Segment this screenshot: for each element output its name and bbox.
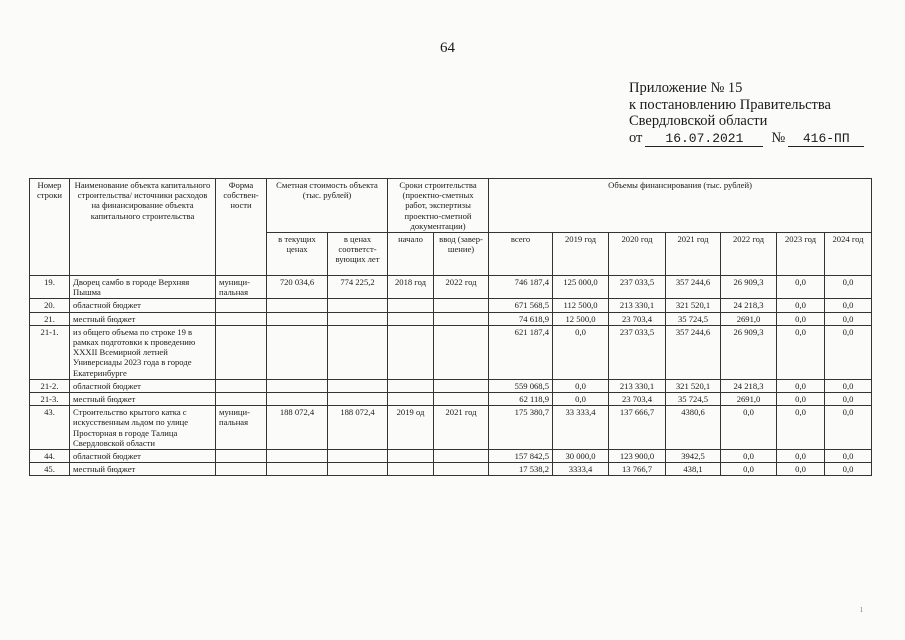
cell-total: 175 380,7: [489, 406, 553, 450]
cell-object-name: из общего объема по строке 19 в рамках подготовки к проведению XXXII Всемирной летней Универсиады 2023 года в городе Екатеринбурге: [70, 325, 216, 379]
cell-2019: 112 500,0: [553, 299, 609, 312]
header-commissioning: ввод (завер-шение): [434, 233, 489, 276]
resolution-date: 16.07.2021: [645, 132, 763, 147]
table-row: [30, 325, 872, 379]
cell-row-number: 21.: [30, 312, 70, 325]
cell-adjusted-prices: 188 072,4: [328, 406, 388, 450]
appendix-title: Приложение № 15: [629, 80, 743, 96]
cell-2023: 0,0: [777, 406, 825, 450]
cell-object-name: местный бюджет: [70, 312, 216, 325]
cell-2021: 3942,5: [666, 450, 721, 463]
cell-2020: 137 666,7: [609, 406, 666, 450]
cell-2023: 0,0: [777, 463, 825, 476]
cell-commissioning: [434, 463, 489, 476]
cell-2023: 0,0: [777, 299, 825, 312]
cell-2022: 2691,0: [721, 312, 777, 325]
header-construction-terms: Сроки строительства (проектно-сметных работ, экспертизы проектно-сметной документации): [388, 179, 489, 233]
table-row: [30, 276, 872, 299]
cell-2019: 30 000,0: [553, 450, 609, 463]
cell-ownership: [216, 299, 267, 312]
table-row: [30, 393, 872, 406]
cell-adjusted-prices: [328, 393, 388, 406]
scan-mark: ı: [860, 604, 863, 615]
cell-total: 671 568,5: [489, 299, 553, 312]
cell-total: 559 068,5: [489, 379, 553, 392]
header-2019: 2019 год: [553, 233, 609, 276]
cell-start: 2018 год: [388, 276, 434, 299]
cell-object-name: местный бюджет: [70, 463, 216, 476]
cell-2021: 321 520,1: [666, 299, 721, 312]
header-start: начало: [388, 233, 434, 276]
cell-current-prices: [267, 325, 328, 379]
cell-2022: 26 909,3: [721, 325, 777, 379]
cell-2019: 0,0: [553, 325, 609, 379]
header-row-number: Номер строки: [30, 179, 70, 276]
header-estimated-cost: Сметная стоимость объекта (тыс. рублей): [267, 179, 388, 233]
table-row: [30, 463, 872, 476]
table-row: [30, 312, 872, 325]
cell-ownership: [216, 325, 267, 379]
cell-2022: 26 909,3: [721, 276, 777, 299]
cell-2023: 0,0: [777, 450, 825, 463]
cell-object-name: Строительство крытого катка с искусственным льдом по улице Просторная в городе Талица Свердловской области: [70, 406, 216, 450]
cell-2020: 237 033,5: [609, 276, 666, 299]
cell-2019: 125 000,0: [553, 276, 609, 299]
cell-start: [388, 393, 434, 406]
header-2022: 2022 год: [721, 233, 777, 276]
cell-start: [388, 325, 434, 379]
cell-2023: 0,0: [777, 325, 825, 379]
cell-row-number: 44.: [30, 450, 70, 463]
cell-start: 2019 од: [388, 406, 434, 450]
cell-start: [388, 299, 434, 312]
cell-2023: 0,0: [777, 379, 825, 392]
cell-current-prices: 188 072,4: [267, 406, 328, 450]
cell-2019: 0,0: [553, 379, 609, 392]
cell-2023: 0,0: [777, 276, 825, 299]
cell-row-number: 21-2.: [30, 379, 70, 392]
cell-2019: 0,0: [553, 393, 609, 406]
appendix-line-region: Свердловской области: [629, 113, 768, 129]
cell-row-number: 21-3.: [30, 393, 70, 406]
cell-ownership: [216, 379, 267, 392]
cell-2024: 0,0: [825, 379, 872, 392]
cell-adjusted-prices: [328, 325, 388, 379]
header-financing: Объемы финансирования (тыс. рублей): [489, 179, 872, 233]
cell-commissioning: [434, 325, 489, 379]
cell-2020: 213 330,1: [609, 379, 666, 392]
cell-2023: 0,0: [777, 312, 825, 325]
cell-row-number: 19.: [30, 276, 70, 299]
cell-2020: 23 703,4: [609, 312, 666, 325]
header-current-prices: в текущих ценах: [267, 233, 328, 276]
page-number: 64: [440, 40, 455, 56]
cell-adjusted-prices: [328, 379, 388, 392]
cell-current-prices: [267, 463, 328, 476]
cell-commissioning: 2021 год: [434, 406, 489, 450]
cell-object-name: местный бюджет: [70, 393, 216, 406]
cell-2021: 357 244,6: [666, 325, 721, 379]
cell-2024: 0,0: [825, 393, 872, 406]
cell-2022: 0,0: [721, 463, 777, 476]
cell-ownership: [216, 463, 267, 476]
cell-total: 746 187,4: [489, 276, 553, 299]
cell-2024: 0,0: [825, 276, 872, 299]
header-total: всего: [489, 233, 553, 276]
cell-ownership: муници-пальная: [216, 406, 267, 450]
cell-2020: 213 330,1: [609, 299, 666, 312]
cell-row-number: 20.: [30, 299, 70, 312]
cell-2022: 24 218,3: [721, 299, 777, 312]
cell-2020: 23 703,4: [609, 393, 666, 406]
cell-ownership: [216, 450, 267, 463]
from-label: от: [629, 129, 643, 146]
cell-start: [388, 312, 434, 325]
cell-ownership: муници-пальная: [216, 276, 267, 299]
cell-start: [388, 450, 434, 463]
cell-2020: 13 766,7: [609, 463, 666, 476]
cell-total: 74 618,9: [489, 312, 553, 325]
financing-table: [29, 178, 872, 476]
cell-commissioning: [434, 379, 489, 392]
cell-2022: 0,0: [721, 450, 777, 463]
cell-adjusted-prices: [328, 312, 388, 325]
cell-start: [388, 463, 434, 476]
cell-total: 157 842,5: [489, 450, 553, 463]
resolution-number: 416-ПП: [788, 132, 864, 147]
table-row: [30, 450, 872, 463]
cell-adjusted-prices: [328, 299, 388, 312]
cell-row-number: 43.: [30, 406, 70, 450]
cell-2024: 0,0: [825, 406, 872, 450]
cell-2021: 357 244,6: [666, 276, 721, 299]
cell-2021: 35 724,5: [666, 312, 721, 325]
cell-object-name: областной бюджет: [70, 450, 216, 463]
cell-adjusted-prices: [328, 463, 388, 476]
cell-2023: 0,0: [777, 393, 825, 406]
cell-row-number: 45.: [30, 463, 70, 476]
appendix-header: [629, 80, 864, 147]
cell-2020: 123 900,0: [609, 450, 666, 463]
header-ownership: Форма собствен-ности: [216, 179, 267, 276]
cell-2020: 237 033,5: [609, 325, 666, 379]
cell-commissioning: [434, 450, 489, 463]
cell-2022: 2691,0: [721, 393, 777, 406]
cell-current-prices: [267, 299, 328, 312]
cell-2019: 12 500,0: [553, 312, 609, 325]
cell-commissioning: 2022 год: [434, 276, 489, 299]
header-row-1: [30, 179, 872, 233]
appendix-date-line: [629, 130, 864, 147]
cell-2019: 3333,4: [553, 463, 609, 476]
cell-2024: 0,0: [825, 325, 872, 379]
cell-2024: 0,0: [825, 312, 872, 325]
table-row: [30, 379, 872, 392]
cell-2022: 0,0: [721, 406, 777, 450]
cell-2024: 0,0: [825, 463, 872, 476]
table-row: [30, 406, 872, 450]
cell-commissioning: [434, 393, 489, 406]
header-2023: 2023 год: [777, 233, 825, 276]
cell-row-number: 21-1.: [30, 325, 70, 379]
appendix-line-resolution: к постановлению Правительства: [629, 96, 831, 113]
cell-total: 62 118,9: [489, 393, 553, 406]
cell-commissioning: [434, 312, 489, 325]
cell-current-prices: [267, 312, 328, 325]
cell-adjusted-prices: [328, 450, 388, 463]
header-object-name: Наименование объекта капитального строительства/ источники расходов на финансирование объекта капитального строительства: [70, 179, 216, 276]
cell-2024: 0,0: [825, 450, 872, 463]
cell-object-name: Дворец самбо в городе Верхняя Пышма: [70, 276, 216, 299]
cell-total: 17 538,2: [489, 463, 553, 476]
cell-2024: 0,0: [825, 299, 872, 312]
cell-current-prices: [267, 379, 328, 392]
cell-start: [388, 379, 434, 392]
cell-commissioning: [434, 299, 489, 312]
header-2024: 2024 год: [825, 233, 872, 276]
cell-ownership: [216, 312, 267, 325]
cell-object-name: областной бюджет: [70, 299, 216, 312]
cell-2022: 24 218,3: [721, 379, 777, 392]
cell-2021: 35 724,5: [666, 393, 721, 406]
cell-object-name: областной бюджет: [70, 379, 216, 392]
header-2020: 2020 год: [609, 233, 666, 276]
number-label: №: [771, 129, 786, 146]
cell-2021: 4380,6: [666, 406, 721, 450]
header-2021: 2021 год: [666, 233, 721, 276]
cell-current-prices: 720 034,6: [267, 276, 328, 299]
cell-adjusted-prices: 774 225,2: [328, 276, 388, 299]
cell-2021: 438,1: [666, 463, 721, 476]
cell-2021: 321 520,1: [666, 379, 721, 392]
header-adjusted-prices: в ценах соответст-вующих лет: [328, 233, 388, 276]
cell-current-prices: [267, 393, 328, 406]
cell-total: 621 187,4: [489, 325, 553, 379]
table-row: [30, 299, 872, 312]
cell-2019: 33 333,4: [553, 406, 609, 450]
cell-current-prices: [267, 450, 328, 463]
cell-ownership: [216, 393, 267, 406]
